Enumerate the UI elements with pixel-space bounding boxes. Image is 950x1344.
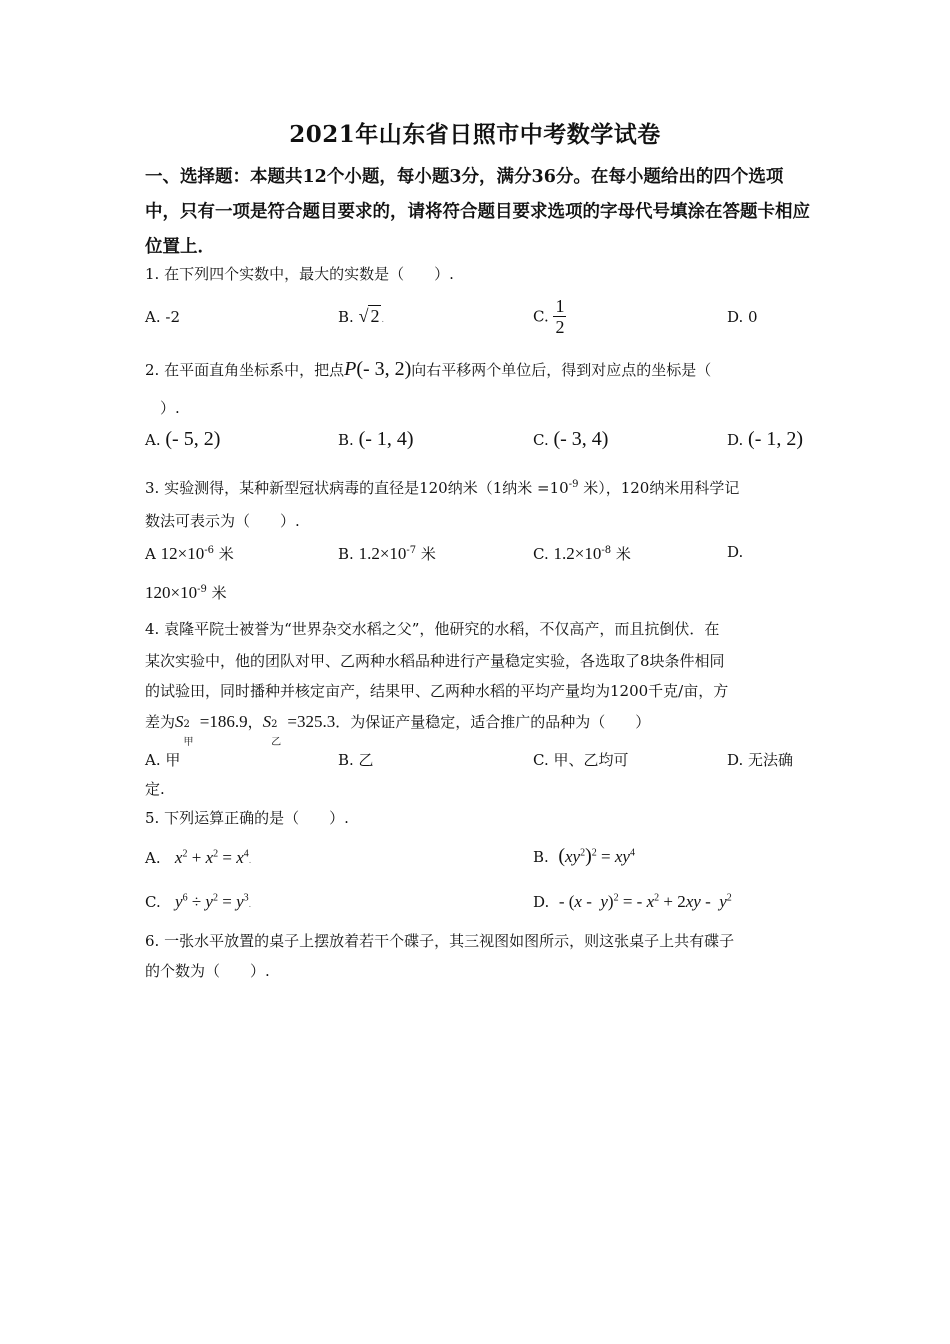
q3-option-d-value: $120\times 10^{-9}$ 米 bbox=[145, 583, 227, 602]
question-4-line-3: 的试验田，同时播种并核定亩产，结果甲、乙两种水稻的平均产量均为1200千克/亩，方 bbox=[145, 682, 729, 700]
q3-option-a: A $12\times 10^{-6}$ 米 bbox=[145, 544, 234, 563]
formula-b: $(xy^2)^2 = xy^4$ bbox=[558, 845, 635, 867]
q2-option-b: B. (- 1, 4) bbox=[338, 428, 414, 450]
q5-option-b: B. $(xy^2)^2 = xy^4$ bbox=[533, 845, 635, 867]
question-2-stem-cont: ）. bbox=[160, 399, 180, 417]
formula-c: $y^6 \div y^2 = y^3$ bbox=[175, 892, 249, 911]
q3-option-b: B. $1.2\times 10^{-7}$ 米 bbox=[338, 544, 436, 563]
fraction-one-half: $\frac{1}{2}$ bbox=[555, 296, 565, 337]
q4-option-b: B. 乙 bbox=[338, 751, 374, 769]
q1-option-d: D. 0 bbox=[727, 308, 758, 326]
q5-option-c: C. $y^6 \div y^2 = y^3$. bbox=[145, 892, 252, 911]
question-3-stem: 3. 实验测得，某种新型冠状病毒的直径是120纳米（1纳米 $=10^{-9}$ 米），120纳米用科学记 bbox=[145, 479, 740, 497]
q1-option-c: C. $\frac{1}{2}$ bbox=[533, 296, 565, 337]
formula-a: $x^2 + x^2 = x^4$ bbox=[174, 848, 249, 867]
question-2-stem: 2. 在平面直角坐标系中，把点P(- 3, 2)向右平移两个单位后，得到对应点的坐标是（ bbox=[145, 358, 712, 380]
q2-option-a: A. (- 5, 2) bbox=[145, 428, 221, 450]
q2-option-c: C. (- 3, 4) bbox=[533, 428, 609, 450]
question-6-line-2: 的个数为（ ）. bbox=[145, 962, 270, 980]
q4-option-c: C. 甲、乙均可 bbox=[533, 751, 629, 769]
question-4-line-2: 某次实验中，他的团队对甲、乙两种水稻品种进行产量稳定实验，各选取了8块条件相同 bbox=[145, 652, 725, 670]
q5-option-d: D. - (x - y)$^2$ = - $x^2 + 2xy - y^2$ bbox=[533, 892, 732, 911]
question-4-line-1: 4. 袁隆平院士被誉为“世界杂交水稻之父”，他研究的水稻，不仅高产，而且抗倒伏．在 bbox=[145, 620, 720, 638]
question-5-stem: 5. 下列运算正确的是（ ）. bbox=[145, 809, 349, 827]
q3-option-c: C. $1.2\times 10^{-8}$ 米 bbox=[533, 544, 631, 563]
question-6-line-1: 6. 一张水平放置的桌子上摆放着若干个碟子，其三视图如图所示，则这张桌子上共有碟子 bbox=[145, 932, 735, 950]
question-3-stem-cont: 数法可表示为（ ）. bbox=[145, 512, 300, 530]
q4-option-a: A. 甲 bbox=[145, 751, 181, 769]
exam-title: 2021年山东省日照市中考数学试卷 bbox=[289, 121, 661, 148]
q5-option-a: A. $x^2 + x^2 = x^4$. bbox=[145, 848, 252, 867]
section-1-instructions: 一、选择题：本题共12个小题，每小题3分，满分36分。在每小题给出的四个选项中，只有一项是符合题目要求的，请将符合题目要求选项的字母代号填涂在答题卡相应位置上． bbox=[145, 167, 810, 257]
formula-d: - (x - y)$^2$ = - $x^2 + 2xy - y^2$ bbox=[558, 892, 732, 911]
question-1-stem: 1. 在下列四个实数中，最大的实数是（ ）. bbox=[145, 265, 454, 283]
question-4-line-4: 差为S 2 甲 =186.9，S 2 乙 =325.3．为保证产量稳定，适合推广的品种为（ ） bbox=[145, 712, 651, 748]
q1-option-b: B. √ 2 . bbox=[338, 306, 384, 326]
q3-option-d: D. bbox=[727, 543, 744, 561]
q4-option-d-cont: 定. bbox=[145, 780, 165, 798]
q1-option-a: A. -2 bbox=[145, 308, 180, 326]
q4-option-d: D. 无法确 bbox=[727, 751, 794, 769]
q2-option-d: D. (- 1, 2) bbox=[727, 428, 804, 450]
